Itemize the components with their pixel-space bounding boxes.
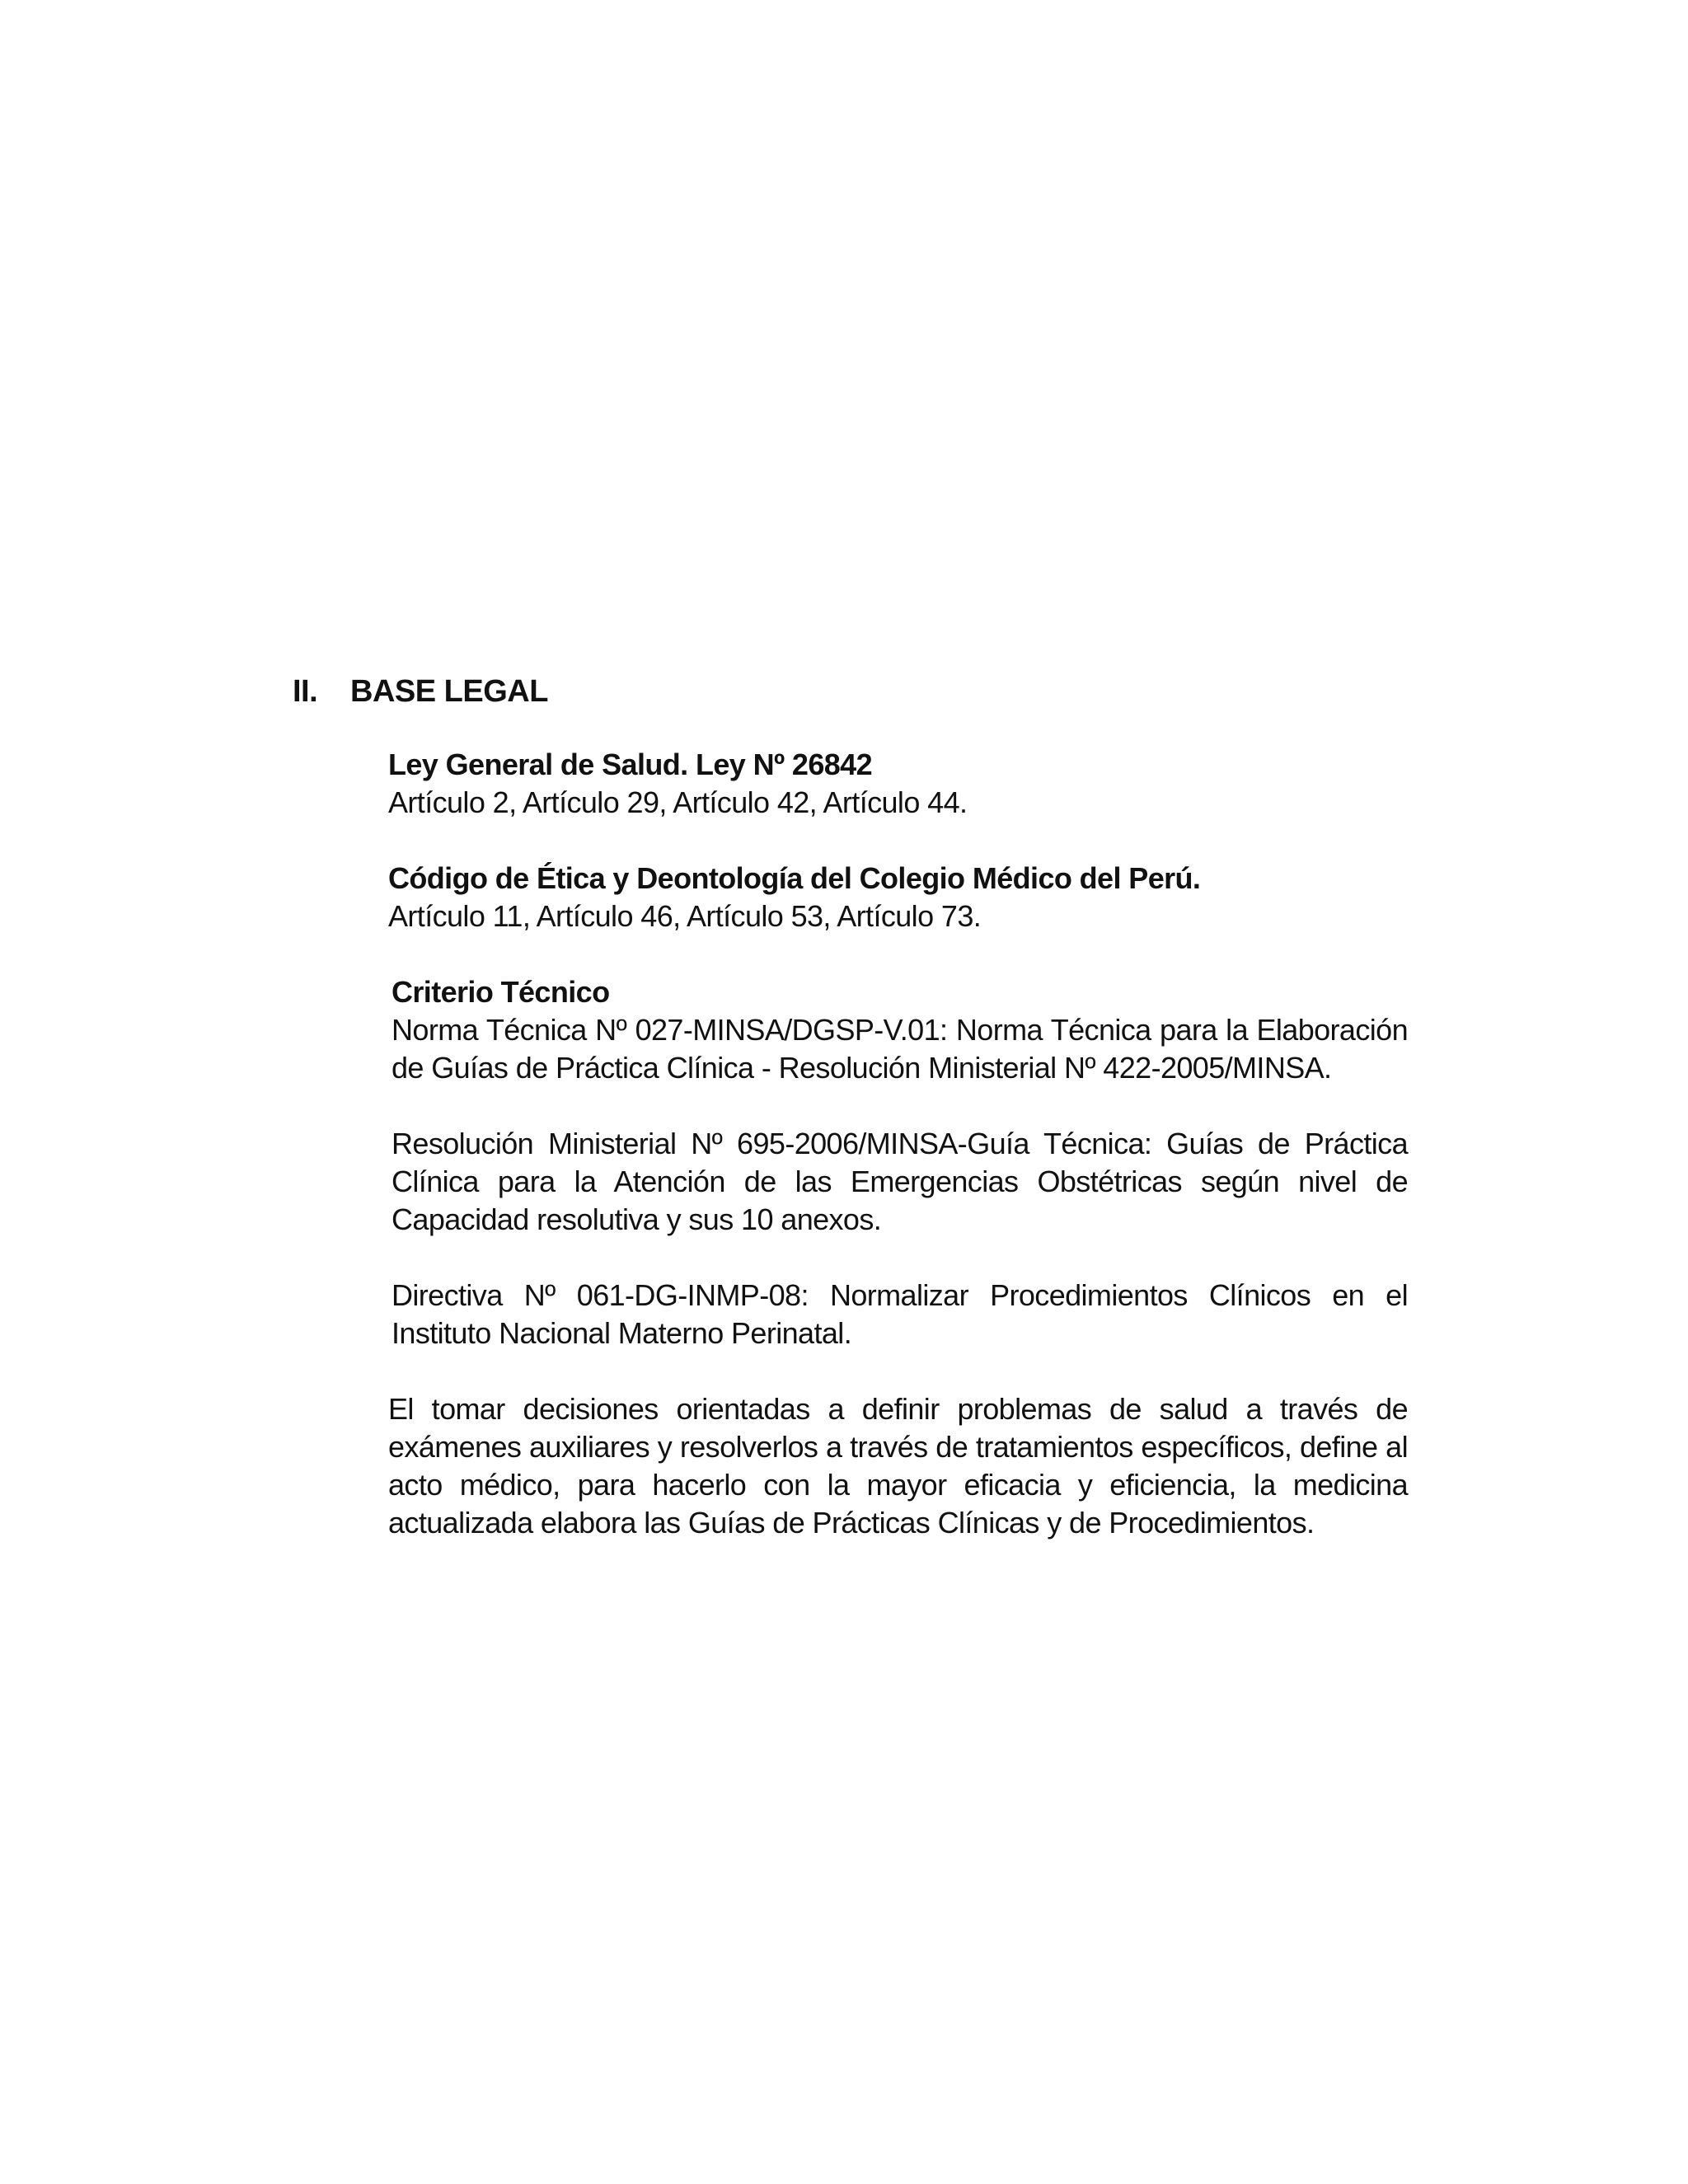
ethics-code-block — [388, 860, 1408, 935]
legal-basis-content — [388, 746, 1408, 1542]
law-articles: Artículo 2, Artículo 29, Artículo 42, Artículo 44. — [388, 785, 968, 819]
section-numeral: II. — [293, 674, 318, 709]
section-heading — [293, 674, 548, 710]
ministerial-resolution-text: Resolución Ministerial Nº 695-2006/MINSA-Guía Técnica: Guías de Práctica Clínica para la Atención de las Emergencias Obstétricas según nivel de Capacidad resolutiva y sus 10 anexos. — [392, 1127, 1408, 1236]
ethics-code-title: Código de Ética y Deontología del Colegio Médico del Perú. — [388, 861, 1201, 895]
medical-act-block — [388, 1390, 1408, 1542]
section-title: BASE LEGAL — [350, 674, 548, 709]
technical-criteria-block — [388, 973, 1408, 1087]
technical-criteria-title: Criterio Técnico — [392, 975, 610, 1009]
directive-text: Directiva Nº 061-DG-INMP-08: Normalizar Procedimientos Clínicos en el Instituto Nacional Materno Perinatal. — [392, 1278, 1408, 1350]
medical-act-text: El tomar decisiones orientadas a definir problemas de salud a través de exámenes auxiliares y resolverlos a través de tratamientos específicos, define al acto médico, para hacerlo con la mayor eficacia y eficiencia, la medicina actualizada elabora las Guías de Prácticas Clínicas y de Procedimientos. — [388, 1392, 1408, 1540]
technical-norm-text: Norma Técnica Nº 027-MINSA/DGSP-V.01: Norma Técnica para la Elaboración de Guías de Práctica Clínica - Resolución Ministerial Nº 422-2005/MINSA. — [392, 1013, 1408, 1085]
directive-block — [388, 1277, 1408, 1352]
ethics-code-articles: Artículo 11, Artículo 46, Artículo 53, Artículo 73. — [388, 899, 982, 933]
law-block — [388, 746, 1408, 822]
ministerial-resolution-block — [388, 1125, 1408, 1239]
law-title: Ley General de Salud. Ley Nº 26842 — [388, 748, 873, 781]
